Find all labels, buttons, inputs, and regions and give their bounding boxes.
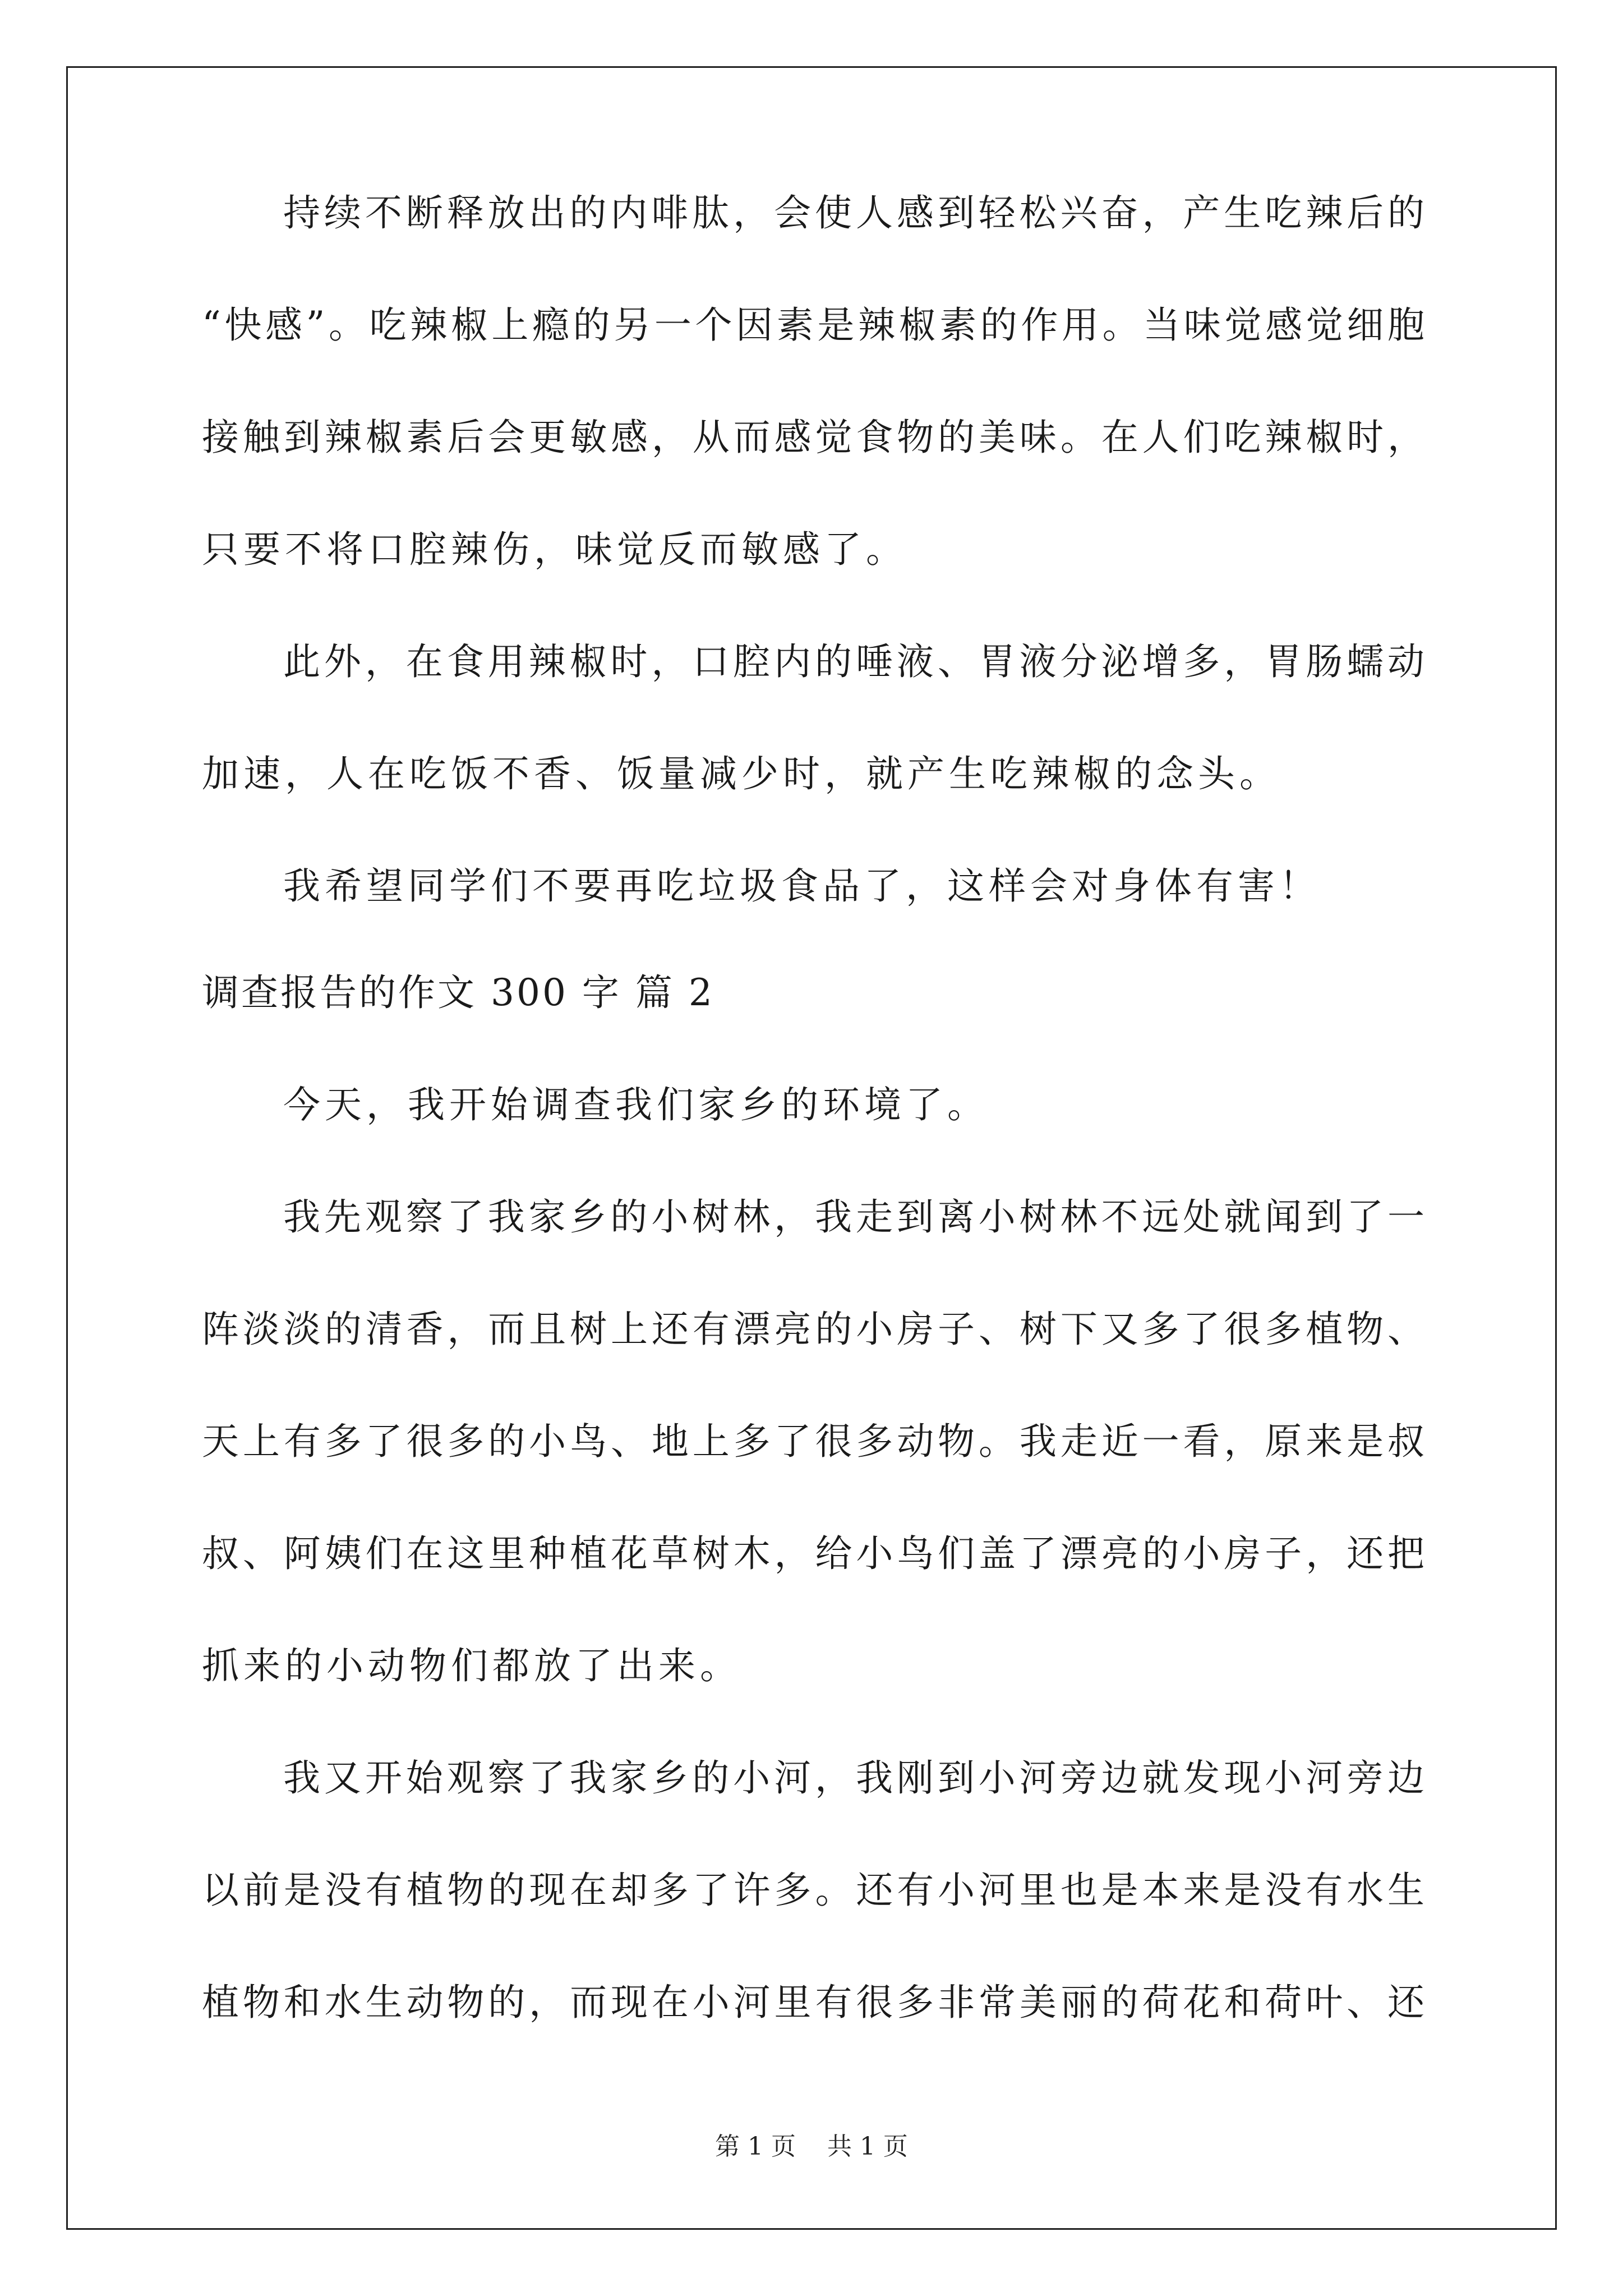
paragraph-line: “快感”。吃辣椒上瘾的另一个因素是辣椒素的作用。当味觉感觉细胞 xyxy=(202,303,1424,347)
paragraph-line: 加速，人在吃饭不香、饭量减少时，就产生吃辣椒的念头。 xyxy=(202,752,1281,795)
paragraph-line: 我先观察了我家乡的小树林，我走到离小树林不远处就闻到了一 xyxy=(283,1195,1424,1239)
paragraph-line: 叔、阿姨们在这里种植花草树木，给小鸟们盖了漂亮的小房子，还把 xyxy=(202,1532,1424,1575)
paragraph-line: 今天，我开始调查我们家乡的环境了。 xyxy=(283,1083,989,1126)
paragraph-line: 阵淡淡的清香，而且树上还有漂亮的小房子、树下又多了很多植物、 xyxy=(202,1308,1424,1351)
paragraph-line: 此外，在食用辣椒时，口腔内的唾液、胃液分泌增多，胃肠蠕动 xyxy=(283,640,1424,683)
section-heading: 调查报告的作文 300 字 篇 2 xyxy=(202,971,714,1014)
paragraph-line: 天上有多了很多的小鸟、地上多了很多动物。我走近一看，原来是叔 xyxy=(202,1420,1424,1463)
paragraph-line: 我又开始观察了我家乡的小河，我刚到小河旁边就发现小河旁边 xyxy=(283,1756,1424,1800)
paragraph-line: 接触到辣椒素后会更敏感，从而感觉食物的美味。在人们吃辣椒时， xyxy=(202,416,1424,459)
page-number-footer: 第 1 页 共 1 页 xyxy=(715,2132,908,2161)
paragraph-line: 抓来的小动物们都放了出来。 xyxy=(202,1644,741,1687)
paragraph-line: 持续不断释放出的内啡肽，会使人感到轻松兴奋，产生吃辣后的 xyxy=(283,191,1424,234)
paragraph-line: 只要不将口腔辣伤，味觉反而敏感了。 xyxy=(202,528,907,571)
paragraph-line: 植物和水生动物的，而现在小河里有很多非常美丽的荷花和荷叶、还 xyxy=(202,1981,1424,2024)
paragraph-line: 我希望同学们不要再吃垃圾食品了，这样会对身体有害！ xyxy=(283,864,1321,908)
paragraph-line: 以前是没有植物的现在却多了许多。还有小河里也是本来是没有水生 xyxy=(202,1869,1424,1912)
